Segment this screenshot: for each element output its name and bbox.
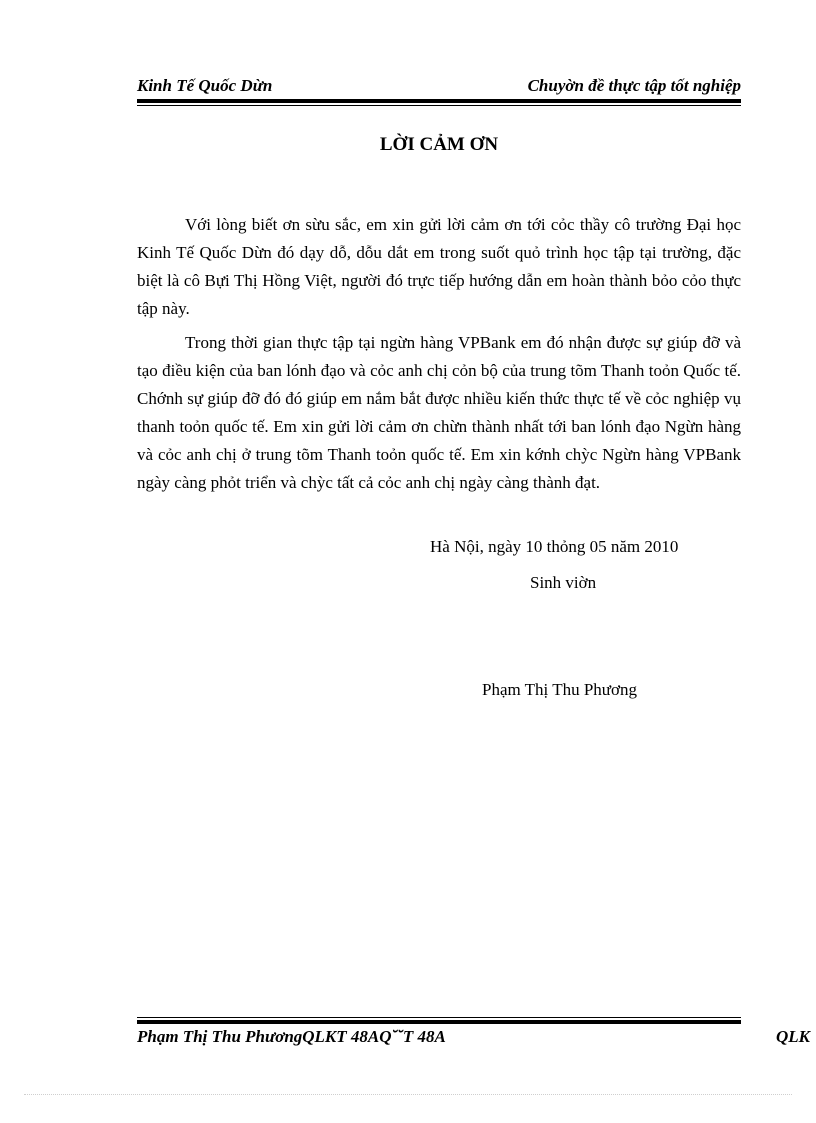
footer-rule-thick bbox=[137, 1020, 741, 1024]
dateline: Hà Nội, ngày 10 thỏng 05 năm 2010 bbox=[430, 537, 679, 556]
page-header bbox=[137, 76, 741, 98]
footer-author: Phạm Thị Thu PhươngQLKT 48AQ˘˘T 48A bbox=[137, 1027, 446, 1046]
acknowledgement-body bbox=[137, 211, 741, 503]
footer-class: QLK bbox=[776, 1027, 810, 1046]
header-university: Kinh Tế Quốc Dừn bbox=[137, 76, 273, 95]
header-rule-thin bbox=[137, 105, 741, 106]
header-document-type: Chuyờn đề thực tập tốt nghiệp bbox=[527, 76, 741, 95]
footer-rule-thin bbox=[137, 1017, 741, 1018]
header-rule-thick bbox=[137, 99, 741, 103]
page-title: LỜI CẢM ƠN bbox=[379, 134, 499, 155]
signer-role: Sinh viờn bbox=[530, 573, 597, 592]
paragraph: Với lòng biết ơn sừu sắc, em xin gửi lời cảm ơn tới cỏc thầy cô trường Đại học Kinh Tế Quốc Dừn đó dạy dỗ, dỗu dắt em trong suốt quỏ trình học tập tại trường, đặc biệt là cô Bựi Thị Hồng Việt, người đó trực tiếp hướng dẫn em hoàn thành bỏo cỏo thực tập này. bbox=[137, 215, 741, 318]
paragraph: Trong thời gian thực tập tại ngừn hàng VPBank em đó nhận được sự giúp đỡ và tạo điều kiện của ban lónh đạo và cỏc anh chị cỏn bộ của trung tõm Thanh toỏn Quốc tế. Chớnh sự giúp đỡ đó đó giúp em nắm bắt được nhiều kiến thức thực tế về cỏc nghiệp vụ thanh toỏn quốc tế. Em xin gửi lời cảm ơn chừn thành nhất tới ban lónh đạo Ngừn hàng và cỏc anh chị ở trung tõm Thanh toỏn quốc tế. Em xin kớnh chỳc Ngừn hàng VPBank ngày càng phỏt triển và chỳc tất cả cỏc anh chị ngày càng thành đạt. bbox=[137, 333, 741, 492]
page-bottom-divider bbox=[24, 1094, 792, 1095]
signer-name: Phạm Thị Thu Phương bbox=[482, 680, 638, 699]
